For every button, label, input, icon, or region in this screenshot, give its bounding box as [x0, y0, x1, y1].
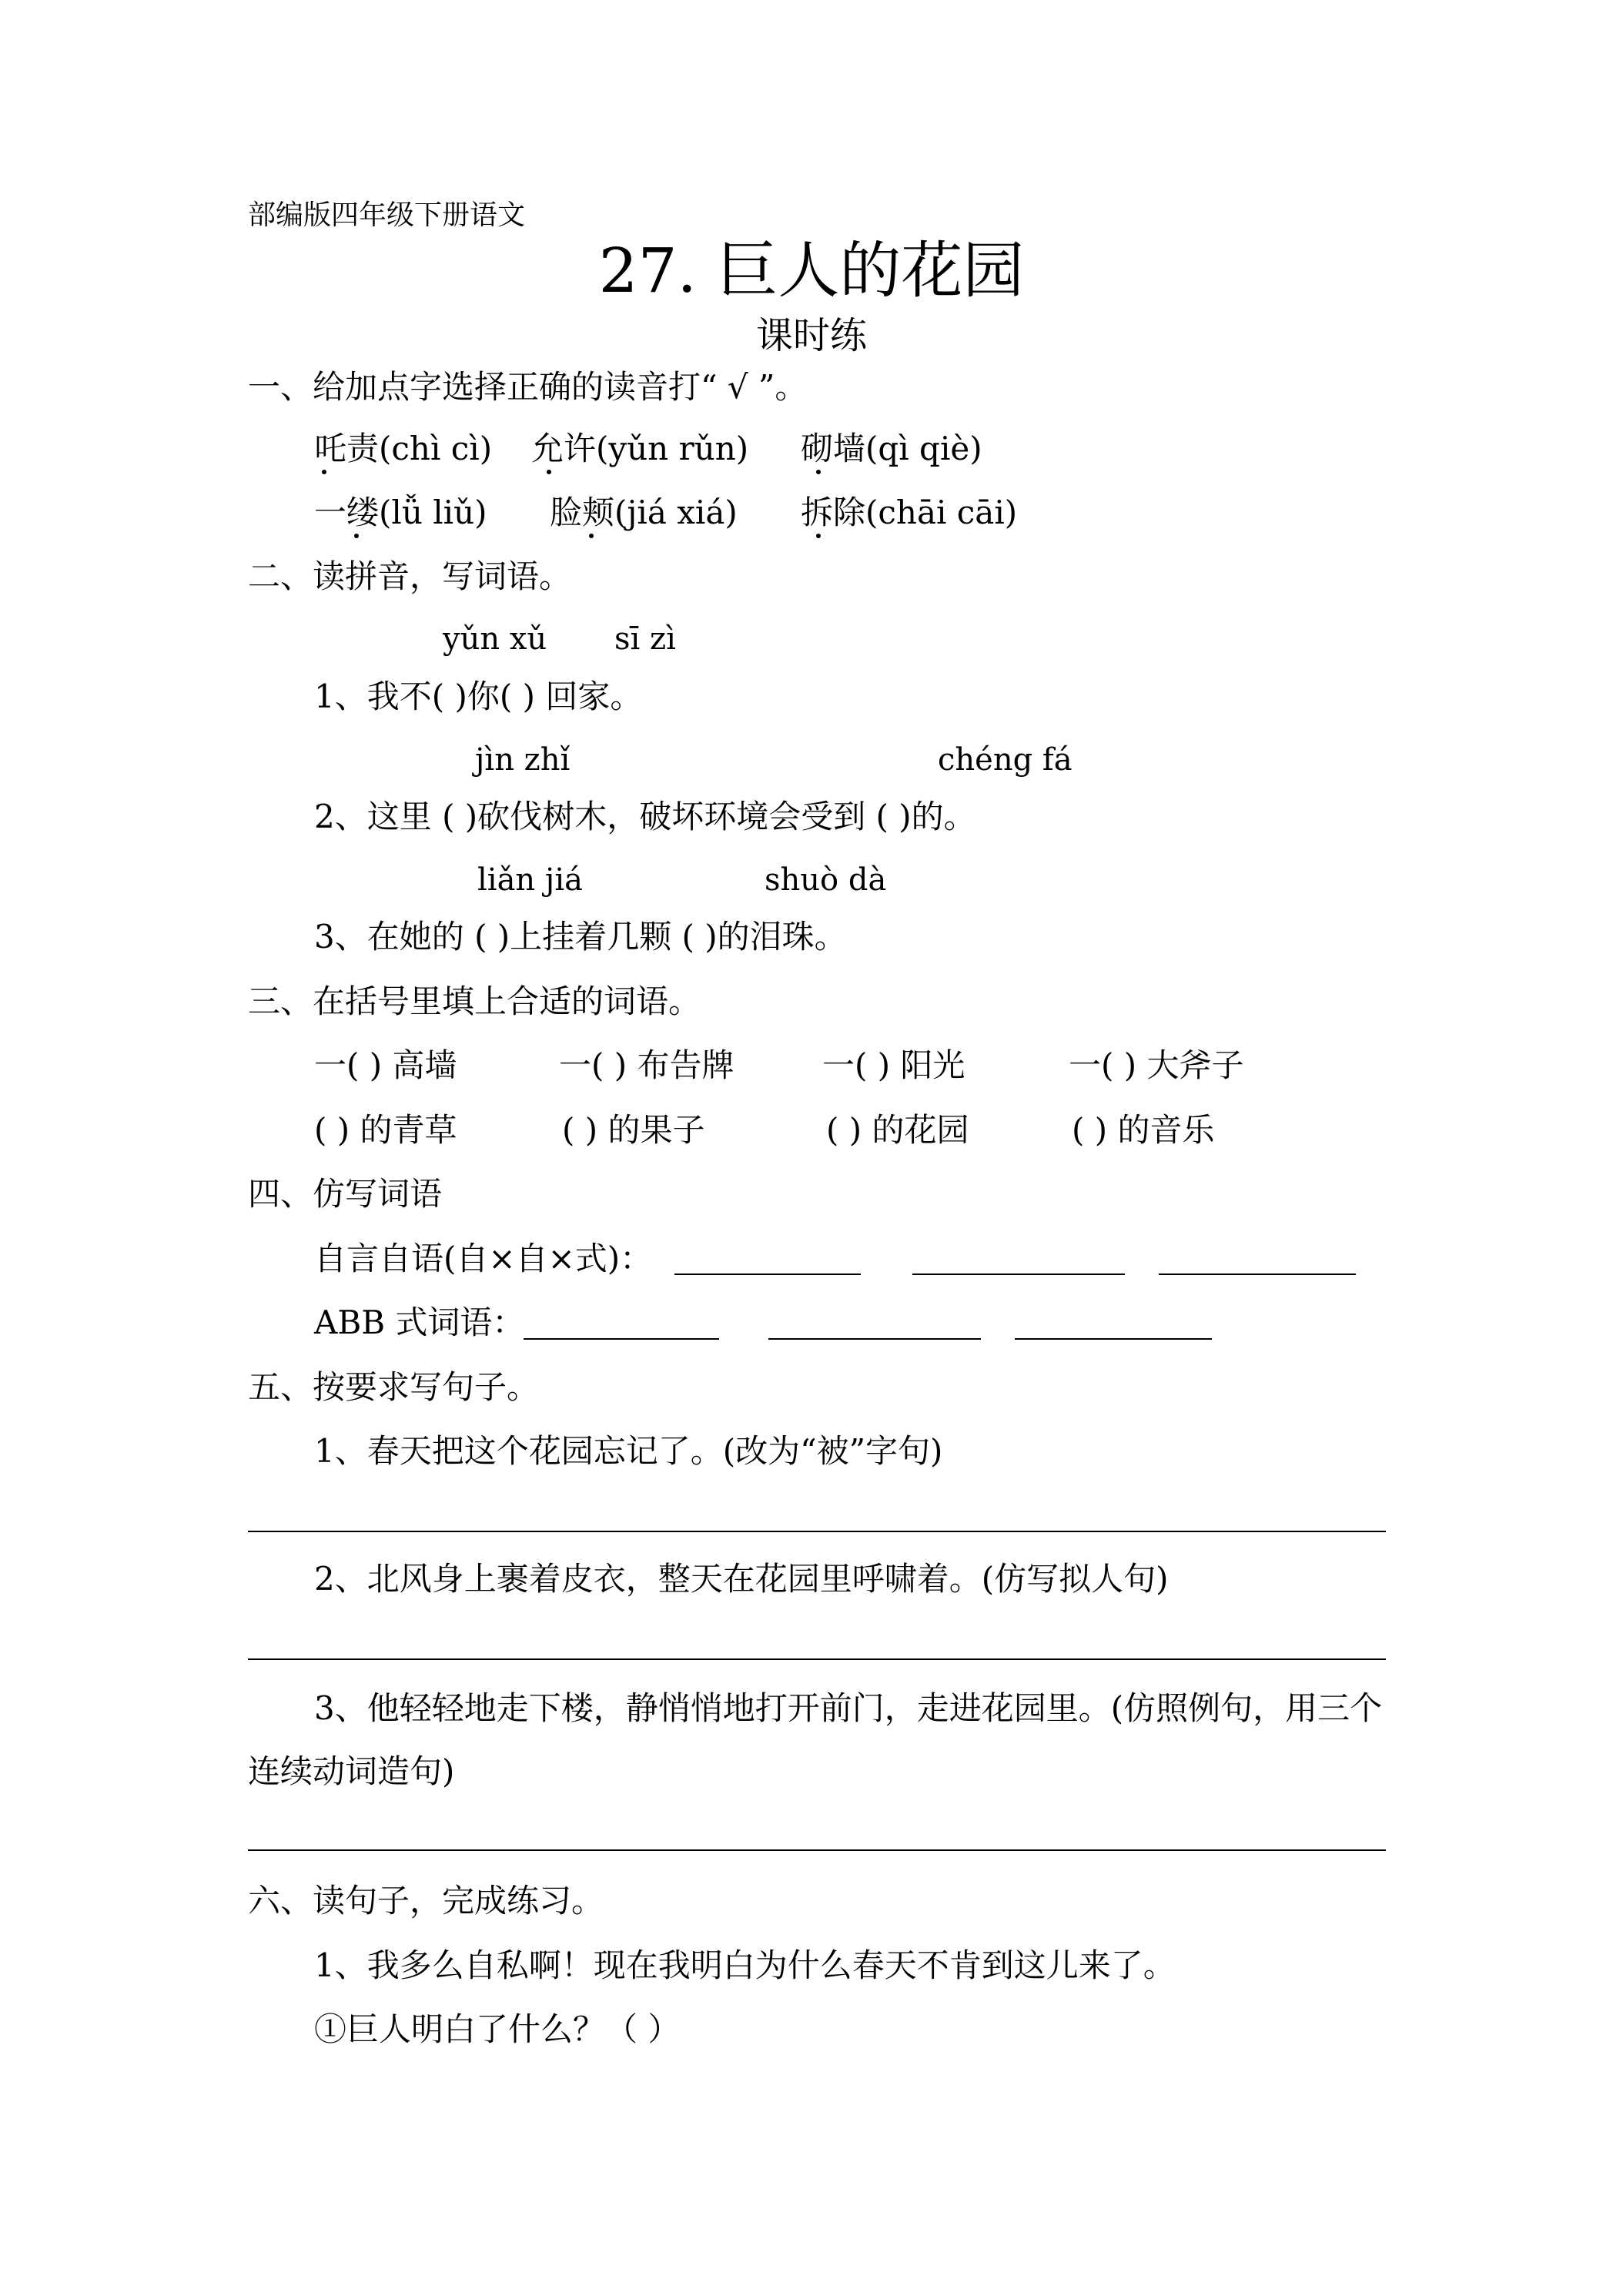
answer-blank[interactable]: [674, 1274, 861, 1275]
section-6-title: 六、读句子，完成练习。: [248, 1882, 604, 1919]
s5-question-3-cont: 连续动词造句): [248, 1752, 455, 1790]
s2-question-3: 3、在她的 ( )上挂着几颗 ( )的泪珠。: [314, 918, 847, 956]
answer-blank[interactable]: [1159, 1274, 1356, 1275]
s4-line-2-label: ABB 式词语：: [314, 1304, 525, 1341]
emphasis-dot: [816, 534, 821, 538]
s3-item: 一( ) 阳光: [822, 1046, 965, 1084]
answer-blank[interactable]: [768, 1338, 981, 1340]
pinyin-hint: liǎn jiá: [477, 862, 583, 898]
answer-blank[interactable]: [524, 1338, 719, 1340]
answer-blank[interactable]: [1015, 1338, 1212, 1340]
s1-item: 允许(yǔn rǔn): [531, 430, 749, 467]
section-5-title: 五、按要求写句子。: [248, 1368, 540, 1406]
s1-item: 拆除(chāi cāi): [801, 494, 1018, 531]
answer-line[interactable]: [248, 1531, 1386, 1532]
s3-item: 一( ) 大斧子: [1069, 1046, 1244, 1084]
answer-line[interactable]: [248, 1849, 1386, 1851]
s5-question-1: 1、春天把这个花园忘记了。(改为“被”字句): [314, 1432, 943, 1470]
s2-question-1: 1、我不( )你( ) 回家。: [314, 678, 643, 715]
s3-item: ( ) 的青草: [314, 1111, 457, 1149]
page-title: 27. 巨人的花园: [598, 235, 1025, 306]
pinyin-hint: jìn zhǐ: [475, 742, 571, 778]
section-1-title: 一、给加点字选择正确的读音打“ √ ”。: [248, 368, 808, 406]
section-3-title: 三、在括号里填上合适的词语。: [248, 982, 701, 1020]
emphasis-dot: [354, 534, 359, 538]
section-2-title: 二、读拼音，写词语。: [248, 557, 572, 595]
emphasis-dot: [816, 470, 821, 474]
s3-item: ( ) 的花园: [826, 1111, 969, 1149]
doc-header: 部编版四年级下册语文: [248, 199, 526, 231]
s5-question-3: 3、他轻轻地走下楼，静悄悄地打开前门，走进花园里。(仿照例句，用三个: [314, 1689, 1383, 1727]
pinyin-hint: chéng fá: [938, 742, 1073, 778]
s3-item: ( ) 的果子: [562, 1111, 705, 1149]
pinyin-hint: shuò dà: [765, 862, 887, 898]
answer-line[interactable]: [248, 1658, 1386, 1660]
s1-item: 吒责(chì cì): [314, 430, 493, 467]
s6-question-1a: ①巨人明白了什么？（ ）: [314, 2010, 681, 2048]
s6-question-1: 1、我多么自私啊！现在我明白为什么春天不肯到这儿来了。: [314, 1946, 1176, 1984]
pinyin-hint: yǔn xǔ: [443, 621, 547, 657]
s2-question-2: 2、这里 ( )砍伐树木，破坏环境会受到 ( )的。: [314, 798, 976, 835]
s3-item: 一( ) 高墙: [314, 1046, 457, 1084]
emphasis-dot: [589, 534, 594, 538]
pinyin-hint: sī zì: [614, 621, 676, 657]
answer-blank[interactable]: [912, 1274, 1125, 1275]
s1-item: 一缕(lǚ liǔ): [314, 494, 487, 531]
s3-item: ( ) 的音乐: [1072, 1111, 1215, 1149]
s3-item: 一( ) 布告牌: [559, 1046, 735, 1084]
page-subtitle: 课时练: [755, 314, 867, 357]
s4-line-1-label: 自言自语(自×自×式)：: [314, 1240, 653, 1277]
section-4-title: 四、仿写词语: [248, 1175, 443, 1213]
emphasis-dot: [322, 470, 326, 474]
s1-item: 砌墙(qì qiè): [801, 430, 982, 467]
s1-item: 脸颊(jiá xiá): [550, 494, 738, 531]
s5-question-2: 2、北风身上裹着皮衣，整天在花园里呼啸着。(仿写拟人句): [314, 1560, 1169, 1598]
emphasis-dot: [547, 470, 551, 474]
